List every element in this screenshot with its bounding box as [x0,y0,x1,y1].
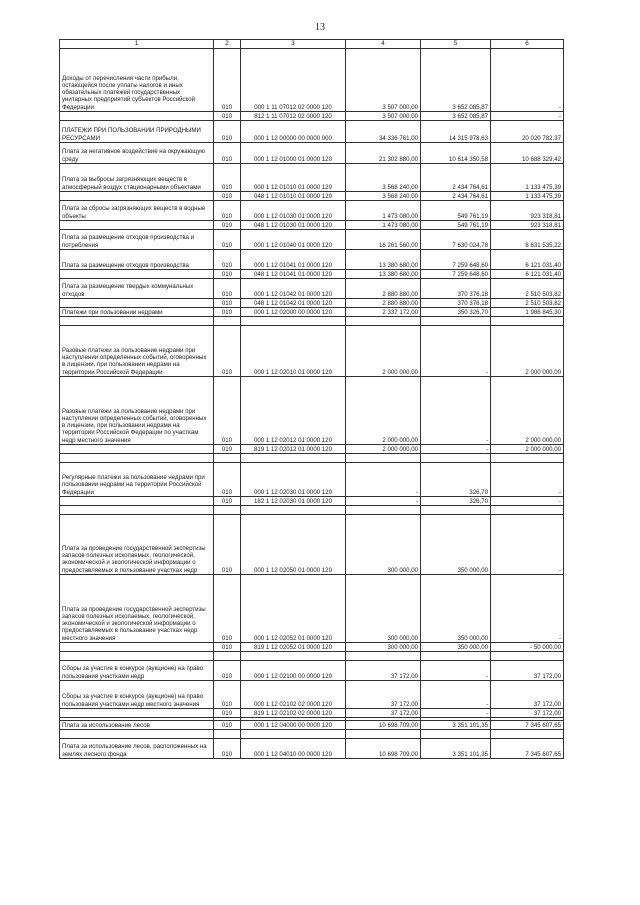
row-name: Разовые платежи за пользование недрами при наступлении определенных событий, оговоренных в лицензии, при пользовании недрами на территории Российской Федерации по участкам недр местного значения [60,377,214,445]
header-col-5: 5 [421,40,491,49]
table-row [60,739,564,759]
row-approved: 37 172,00 [346,709,421,718]
row-name [60,299,214,308]
row-name: Платежи при пользовании недрами [60,308,214,317]
row-approved: 13 380 680,00 [346,270,421,279]
row-executed: - [421,661,491,681]
row-unexecuted: 8 631 535,22 [491,230,564,250]
income-report-table [59,39,564,759]
row-unexecuted: - [491,515,564,575]
row-name [60,317,214,326]
row-budget-code: 000 1 12 02050 01 0000 120 [241,515,346,575]
row-budget-code: 000 1 12 02000 00 0000 120 [241,308,346,317]
row-name: Плата за размещение твердых коммунальных отходов [60,279,214,299]
row-line-code: 010 [214,515,241,575]
row-budget-code: 000 1 12 02052 01 0000 120 [241,575,346,643]
row-unexecuted [491,730,564,739]
table-row [60,121,564,143]
row-name [60,192,214,201]
table-row [60,192,564,201]
row-executed: 350 000,00 [421,515,491,575]
row-line-code: 010 [214,250,241,270]
row-executed: - [421,681,491,709]
table-row [60,515,564,575]
row-name: Плата за использование лесов, расположенных на землях лесного фонда [60,739,214,759]
row-approved: 37 172,00 [346,681,421,709]
table-row [60,308,564,317]
table-row [60,279,564,299]
table-row [60,112,564,121]
row-approved: 3 507 000,00 [346,112,421,121]
row-name [60,506,214,515]
row-line-code: 010 [214,377,241,445]
row-unexecuted: 20 020 782,37 [491,121,564,143]
row-executed [421,652,491,661]
row-line-code: 010 [214,739,241,759]
row-line-code: 010 [214,121,241,143]
row-line-code [214,317,241,326]
row-line-code: 010 [214,575,241,643]
header-row [60,40,564,49]
table-row [60,661,564,681]
header-col-1: 1 [60,40,214,49]
row-line-code: 010 [214,643,241,652]
row-line-code: 010 [214,681,241,709]
row-approved: 2 880 880,00 [346,299,421,308]
row-name: Доходы от перечисления части прибыли, остающейся после уплаты налогов и иных обязательных платежей государственных унитарных предприятий субъектов Российской Федерации [60,49,214,112]
row-name [60,221,214,230]
table-body [60,49,564,759]
table-row [60,270,564,279]
row-line-code: 010 [214,201,241,221]
row-approved: 2 880 880,00 [346,279,421,299]
row-approved: 2 000 000,00 [346,445,421,454]
page-number: 13 [315,22,325,33]
row-line-code: 010 [214,661,241,681]
row-executed [421,506,491,515]
row-executed: 3 652 085,87 [421,49,491,112]
row-budget-code: 000 1 12 00000 00 0000 000 [241,121,346,143]
row-name: Регулярные платежи за пользование недрами при пользовании недрами на территории Российской Федерации [60,463,214,497]
row-unexecuted: - [491,497,564,506]
row-name: Плата за размещение отходов производства и потребления [60,230,214,250]
row-name [60,730,214,739]
table-row [60,230,564,250]
row-line-code: 010 [214,49,241,112]
table-row [60,221,564,230]
row-line-code [214,454,241,463]
row-unexecuted: 7 345 607,65 [491,721,564,730]
row-name: Разовые платежи за пользование недрами при наступлении определенных событий, оговоренных в лицензии, при пользовании недрами на территории Российской Федерации [60,326,214,377]
row-executed: 7 630 024,78 [421,230,491,250]
row-line-code: 010 [214,164,241,192]
row-approved: 10 698 709,00 [346,739,421,759]
table-row [60,164,564,192]
table-row [60,681,564,709]
row-line-code: 010 [214,143,241,164]
table-row [60,445,564,454]
row-line-code: 010 [214,230,241,250]
spacer-row [60,317,564,326]
row-name [60,445,214,454]
row-unexecuted [491,454,564,463]
row-unexecuted: - [491,575,564,643]
row-executed: 3 351 101,35 [421,721,491,730]
table-row [60,201,564,221]
row-name [60,270,214,279]
row-approved: 300 000,00 [346,575,421,643]
table-row [60,643,564,652]
row-executed: - [421,445,491,454]
row-name: Сборы за участие в конкурсе (аукционе) на право пользования участками недр [60,661,214,681]
table-row [60,497,564,506]
row-budget-code: 000 1 11 07012 02 0000 120 [241,49,346,112]
row-unexecuted [491,317,564,326]
row-approved: 13 380 680,00 [346,250,421,270]
row-approved: 3 568 240,00 [346,192,421,201]
row-line-code: 010 [214,308,241,317]
header-col-3: 3 [241,40,346,49]
row-budget-code: 000 1 12 01042 01 0000 120 [241,279,346,299]
row-budget-code: 819 1 12 02012 01 0000 120 [241,445,346,454]
row-line-code [214,652,241,661]
table-row [60,377,564,445]
row-name [60,709,214,718]
row-unexecuted: 923 318,81 [491,221,564,230]
row-unexecuted: 1 986 845,30 [491,308,564,317]
row-budget-code: 182 1 12 02030 01 0000 120 [241,497,346,506]
row-budget-code: 048 1 12 01030 01 0000 120 [241,221,346,230]
header-col-2: 2 [214,40,241,49]
row-budget-code: 000 1 12 01010 01 0000 120 [241,164,346,192]
row-unexecuted: - 50 000,00 [491,643,564,652]
table-row [60,326,564,377]
row-executed: 7 259 648,60 [421,270,491,279]
row-executed: 10 614 350,58 [421,143,491,164]
row-line-code: 010 [214,112,241,121]
row-approved: - [346,497,421,506]
row-executed: 350 000,00 [421,575,491,643]
row-line-code: 010 [214,270,241,279]
row-unexecuted: 2 000 000,00 [491,326,564,377]
row-budget-code: 000 1 12 02102 02 0000 120 [241,681,346,709]
row-budget-code [241,454,346,463]
row-approved [346,454,421,463]
row-budget-code: 000 1 12 01000 01 0000 120 [241,143,346,164]
row-executed: 370 376,18 [421,299,491,308]
table-row [60,463,564,497]
row-executed [421,317,491,326]
row-approved: 1 473 080,00 [346,221,421,230]
row-executed: 14 315 978,63 [421,121,491,143]
table-row [60,721,564,730]
row-budget-code: 812 1 11 07012 02 0000 120 [241,112,346,121]
row-line-code: 010 [214,463,241,497]
row-approved: 2 337 172,00 [346,308,421,317]
row-budget-code: 000 1 12 01030 01 0000 120 [241,201,346,221]
row-executed: 549 761,19 [421,201,491,221]
row-line-code: 010 [214,299,241,308]
table-row [60,575,564,643]
row-budget-code: 048 1 12 01010 01 0000 120 [241,192,346,201]
table-row [60,709,564,718]
row-approved: 10 698 709,00 [346,721,421,730]
row-approved: 1 473 080,00 [346,201,421,221]
row-line-code: 010 [214,192,241,201]
row-budget-code: 048 1 12 01042 01 0000 120 [241,299,346,308]
row-executed: - [421,709,491,718]
row-executed: 370 376,18 [421,279,491,299]
row-unexecuted: - [491,463,564,497]
row-approved: 3 507 000,00 [346,49,421,112]
row-unexecuted: 2 000 000,00 [491,377,564,445]
row-approved: 21 302 880,00 [346,143,421,164]
row-name: Сборы за участие в конкурсе (аукционе) на право пользования участками недр местного значения [60,681,214,709]
row-budget-code: 000 1 12 02012 01 0000 120 [241,377,346,445]
row-budget-code: 000 1 12 01041 01 0000 120 [241,250,346,270]
row-name [60,652,214,661]
row-approved: 16 261 560,00 [346,230,421,250]
row-unexecuted: 2 000 000,00 [491,445,564,454]
table-row [60,250,564,270]
row-line-code: 010 [214,221,241,230]
row-executed [421,730,491,739]
row-budget-code [241,730,346,739]
row-executed: 350 326,70 [421,308,491,317]
row-executed: 2 434 764,61 [421,192,491,201]
row-line-code: 010 [214,721,241,730]
row-unexecuted: - [491,112,564,121]
row-executed: 350 000,00 [421,643,491,652]
table-header [60,40,564,49]
row-executed: 2 434 764,61 [421,164,491,192]
row-name [60,112,214,121]
row-unexecuted: 923 318,81 [491,201,564,221]
row-line-code: 010 [214,497,241,506]
row-unexecuted: - [491,49,564,112]
row-line-code [214,730,241,739]
table-row [60,49,564,112]
row-line-code: 010 [214,709,241,718]
spacer-row [60,454,564,463]
row-budget-code: 000 1 12 02010 01 0000 120 [241,326,346,377]
row-executed: 3 652 085,87 [421,112,491,121]
row-approved [346,506,421,515]
row-budget-code [241,506,346,515]
row-budget-code [241,317,346,326]
row-approved: 3 568 240,00 [346,164,421,192]
row-budget-code: 048 1 12 01041 01 0000 120 [241,270,346,279]
row-unexecuted: 6 121 031,40 [491,250,564,270]
row-budget-code: 819 1 12 02102 02 0000 120 [241,709,346,718]
row-name [60,454,214,463]
row-name: Плата за сбросы загрязняющих веществ в водные объекты [60,201,214,221]
row-executed: - [421,377,491,445]
row-unexecuted: 1 133 475,39 [491,164,564,192]
row-budget-code: 000 1 12 02100 00 0000 120 [241,661,346,681]
row-line-code: 010 [214,445,241,454]
row-approved: 2 000 000,00 [346,326,421,377]
row-executed: 326,70 [421,497,491,506]
row-executed: 7 259 648,60 [421,250,491,270]
row-unexecuted: 10 688 329,42 [491,143,564,164]
spacer-row [60,730,564,739]
row-budget-code: 000 1 12 04010 00 0000 120 [241,739,346,759]
row-approved: 300 000,00 [346,643,421,652]
spacer-row [60,506,564,515]
row-budget-code: 000 1 12 04000 00 0000 120 [241,721,346,730]
row-unexecuted: 2 510 503,82 [491,299,564,308]
row-name: Плата за использование лесов [60,721,214,730]
row-approved: 300 000,00 [346,515,421,575]
row-name: ПЛАТЕЖИ ПРИ ПОЛЬЗОВАНИИ ПРИРОДНЫМИ РЕСУРСАМИ [60,121,214,143]
row-name: Плата за выбросы загрязняющих веществ в атмосферный воздух стационарными объектами [60,164,214,192]
row-unexecuted: 37 172,00 [491,681,564,709]
row-name [60,497,214,506]
row-executed: 549 761,19 [421,221,491,230]
row-name [60,643,214,652]
row-budget-code: 000 1 12 02030 01 0000 120 [241,463,346,497]
row-unexecuted: 37 172,00 [491,661,564,681]
row-unexecuted: 2 510 503,82 [491,279,564,299]
spacer-row [60,652,564,661]
row-line-code: 010 [214,326,241,377]
header-col-4: 4 [346,40,421,49]
row-approved [346,317,421,326]
row-unexecuted: 1 133 475,39 [491,192,564,201]
row-unexecuted: 6 121 031,40 [491,270,564,279]
row-name: Плата за проведение государственной экспертизы запасов полезных ископаемых, геологической, экономической и экологической информации о предоставляемых в пользование участках недр местного значения [60,575,214,643]
row-budget-code [241,652,346,661]
row-executed: 3 351 101,35 [421,739,491,759]
row-approved [346,652,421,661]
row-approved: 2 000 000,00 [346,377,421,445]
row-name: Плата за размещение отходов производства [60,250,214,270]
row-approved: 34 336 761,00 [346,121,421,143]
row-line-code: 010 [214,279,241,299]
row-executed: - [421,326,491,377]
row-unexecuted [491,652,564,661]
row-budget-code: 000 1 12 01040 01 0000 120 [241,230,346,250]
table-row [60,143,564,164]
table-row [60,299,564,308]
row-approved: 37 172,00 [346,661,421,681]
row-unexecuted: 37 172,00 [491,709,564,718]
row-approved [346,730,421,739]
header-col-6: 6 [491,40,564,49]
row-line-code [214,506,241,515]
row-unexecuted [491,506,564,515]
row-name: Плата за проведение государственной экспертизы запасов полезных ископаемых, геологической, экономической и экологической информации о предоставляемых в пользование участках недр [60,515,214,575]
row-approved: - [346,463,421,497]
row-unexecuted: 7 345 607,65 [491,739,564,759]
row-executed [421,454,491,463]
row-name: Плата за негативное воздействие на окружающую среду [60,143,214,164]
row-budget-code: 819 1 12 02052 01 0000 120 [241,643,346,652]
row-executed: 326,70 [421,463,491,497]
